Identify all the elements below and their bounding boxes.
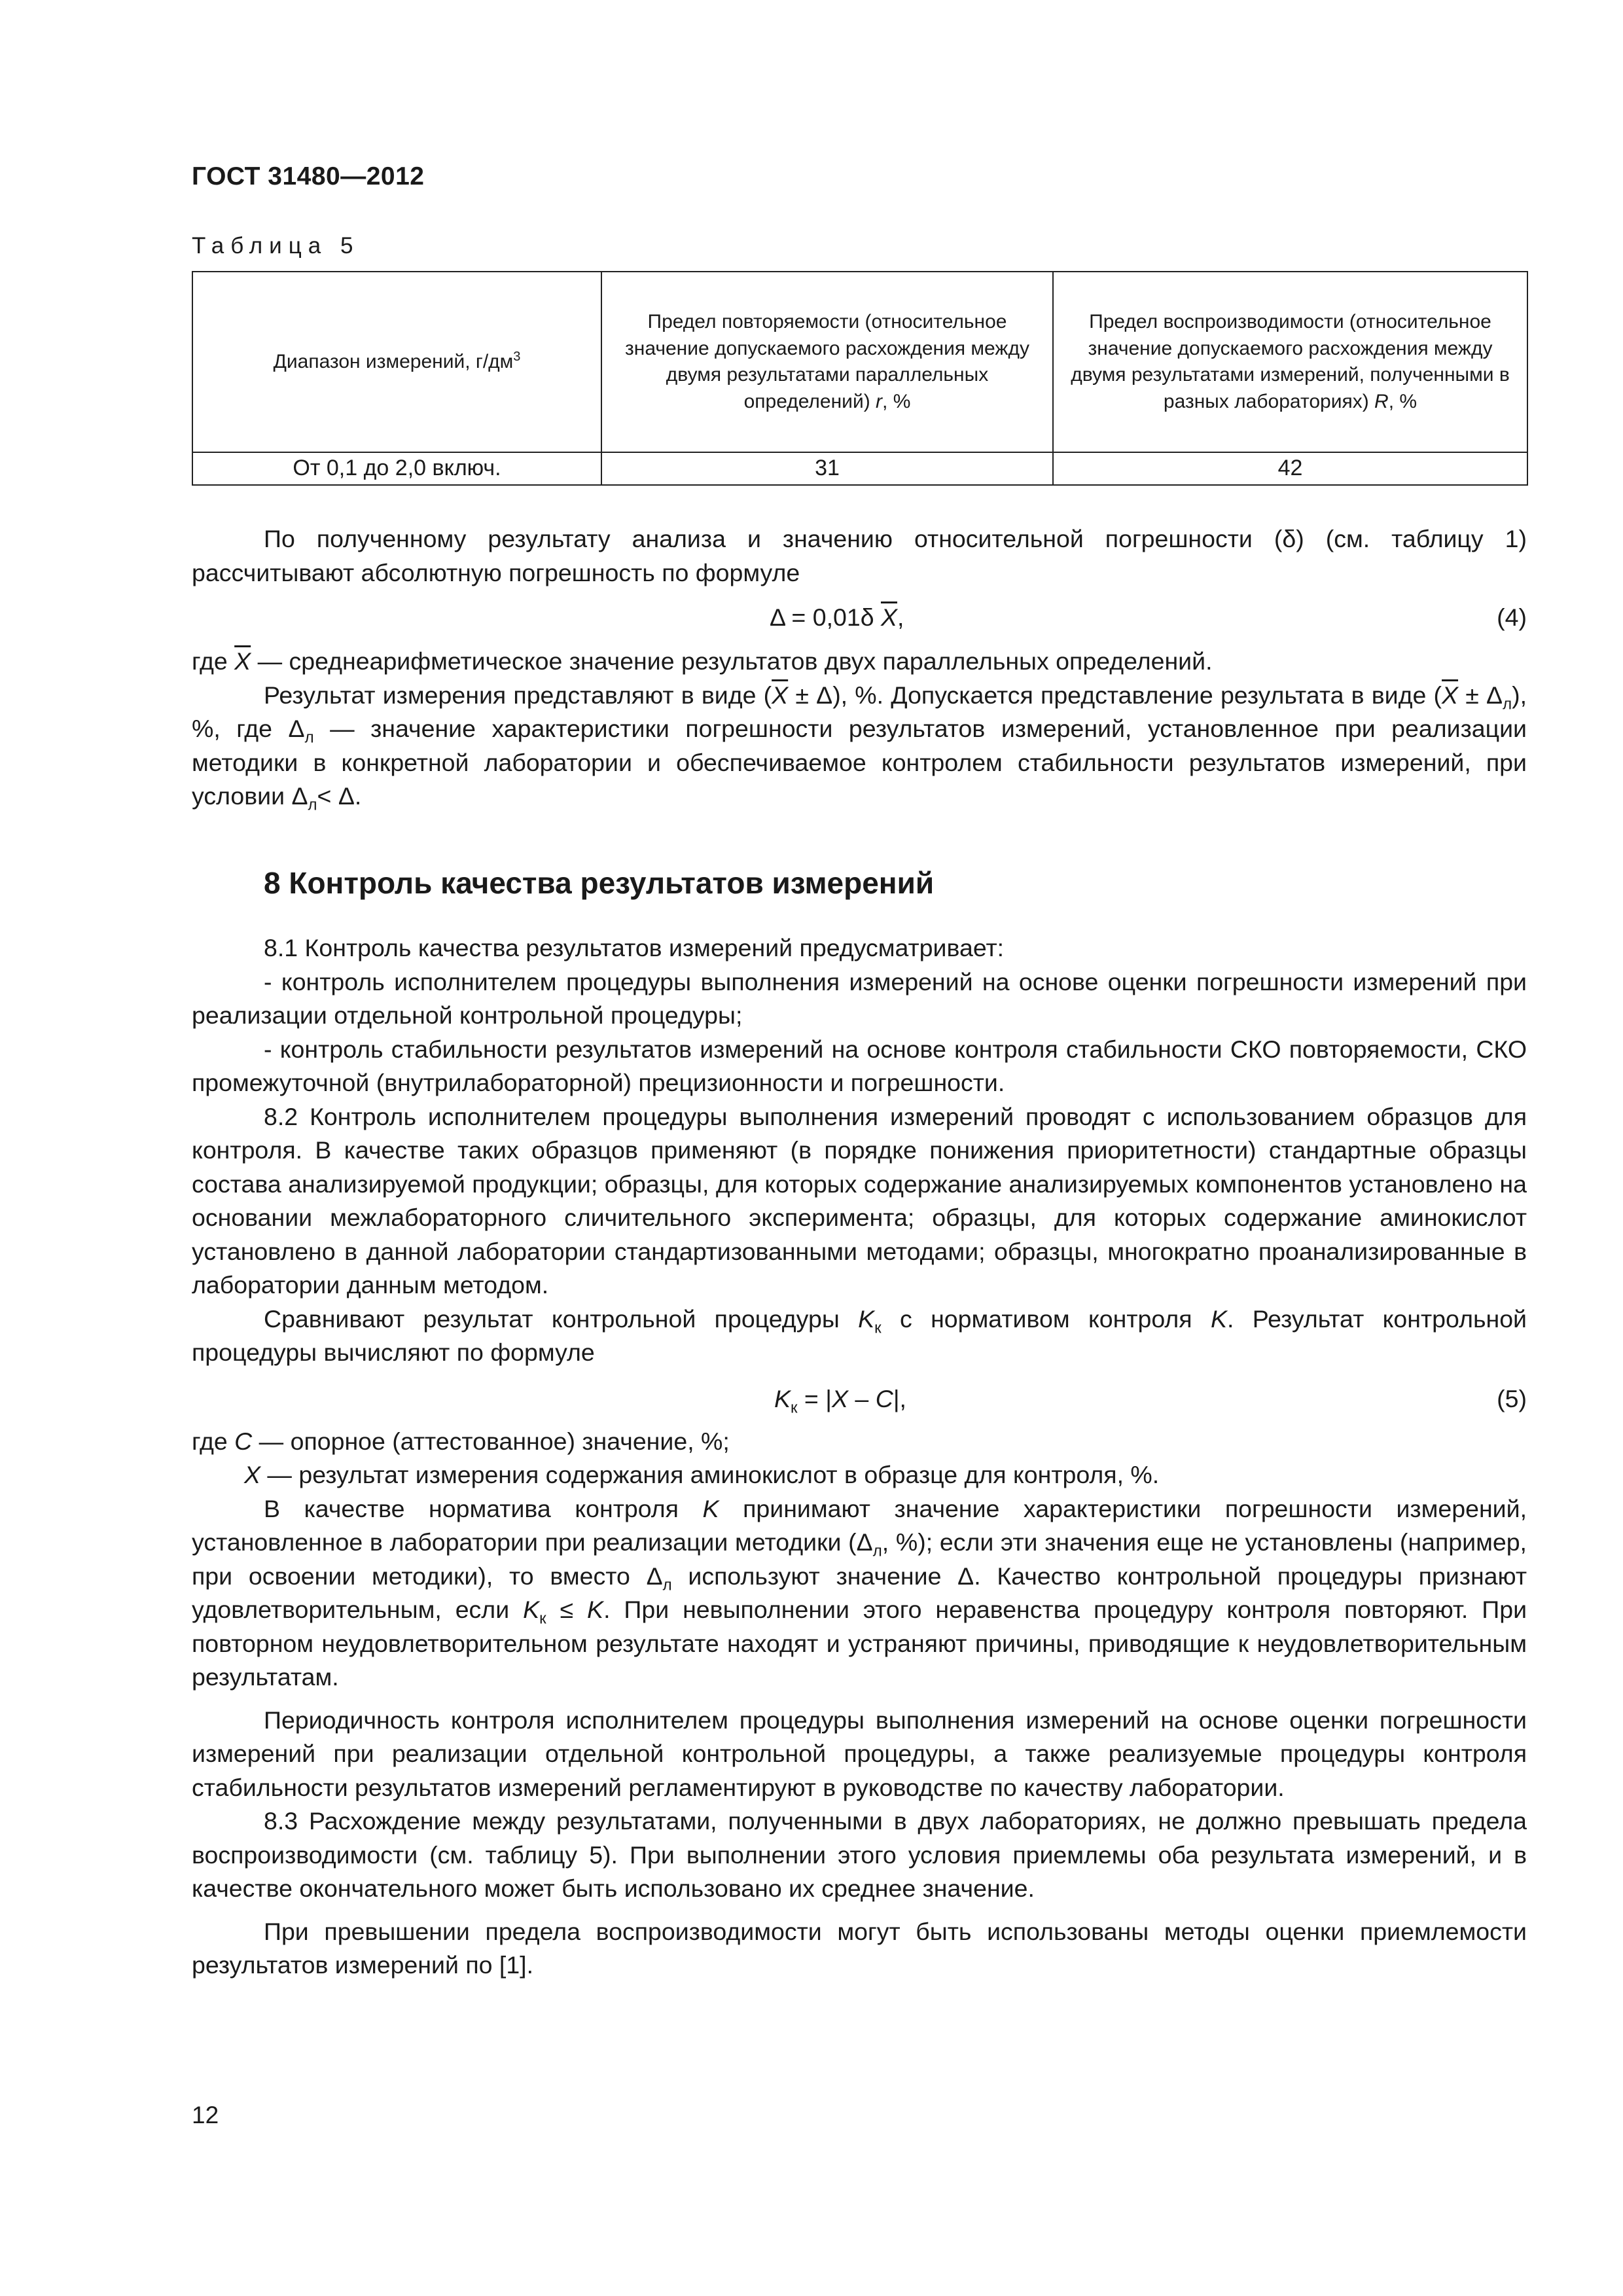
table-header-row (192, 272, 1527, 452)
formula-4-expression: Δ = 0,01δ $\overline{X}$, (770, 603, 904, 631)
header-repeatability: Предел повторяемости (относительное значение допускаемого расхождения между двумя результатами параллельных определений) r, % (601, 272, 1053, 452)
cell-range: От 0,1 до 2,0 включ. (192, 452, 601, 485)
paragraph: 8.1 Контроль качества результатов измерений предусматривает: (264, 934, 1005, 961)
formula-5 (192, 1382, 1527, 1416)
paragraph: где C — опорное (аттестованное) значение, %; (192, 1427, 730, 1455)
table-caption: Таблица 5 (192, 233, 360, 259)
paragraph: В качестве норматива контроля K принимают значение характеристики погрешности измерений, установленное в лаборатории при реализации методики ($\Delta_л$, %); если эти значения еще не установлены (например, при освоении методики), то вместо $\Delta_л$ используют значение Δ. Качество контрольной процедуры признают удовлетворительным, если $K_к \le K$. При невыполнении этого неравенства процедуру контроля повторяют. При повторном неудовлетворительном результате находят и устраняют причины, приводящие к неудовлетворительным результатам. (192, 1494, 1527, 1691)
paragraph: 8.2 Контроль исполнителем процедуры выполнения измерений проводят с использованием образцов для контроля. В качестве таких образцов применяют (в порядке понижения приоритетности) стандартные образцы состава анализируемой продукции; образцы, для которых содержание анализируемых компонентов установлено на основании межлабораторного сличительного эксперимента; образцы, для которых содержание аминокислот установлено в данной лаборатории стандартизованными методами; образцы, многократно проанализированные в лаборатории данным методом. (192, 1102, 1527, 1299)
paragraph: Периодичность контроля исполнителем процедуры выполнения измерений на основе оценки погрешности измерений при реализации отдельной контрольной процедуры, а также реализуемые процедуры контроля стабильности результатов измерений регламентируют в руководстве по качеству лаборатории. (192, 1706, 1527, 1801)
formula-5-expression: $K_к = |X - C|$, (774, 1384, 906, 1416)
header-reproducibility: Предел воспроизводимости (относительное значение допускаемого расхождения между двумя результатами измерений, полученными в разных лабораториях) R, % (1053, 272, 1527, 452)
header-range: Диапазон измерений, $г/дм^3$ (192, 272, 601, 452)
list-item: - контроль исполнителем процедуры выполнения измерений на основе оценки погрешности измерений при реализации отдельной контрольной процедуры; (192, 967, 1527, 1029)
section-heading: 8 Контроль качества результатов измерений (264, 866, 935, 900)
formula-4 (192, 601, 1527, 635)
paragraph: X — результат измерения содержания аминокислот в образце для контроля, %. (244, 1461, 1160, 1488)
cell-reproducibility: 42 (1053, 452, 1527, 485)
list-item: - контроль стабильности результатов измерений на основе контроля стабильности СКО повторяемости, СКО промежуточной (внутрилабораторной) прецизионности и погрешности. (192, 1035, 1527, 1096)
limits-table (192, 271, 1528, 486)
cell-repeatability: 31 (601, 452, 1053, 485)
text-block-2 (192, 931, 1527, 1982)
paragraph: 8.3 Расхождение между результатами, полученными в двух лабораториях, не должно превышать предела воспроизводимости (см. таблицу 5). При выполнении этого условия приемлемы оба результата измерений, и в качестве окончательного может быть использовано их среднее значение. (192, 1807, 1527, 1902)
text-block-1 (192, 522, 1527, 814)
formula-5-number: (5) (1497, 1384, 1527, 1412)
page-number: 12 (192, 2102, 219, 2128)
paragraph: где $\overline{X}$ — среднеарифметическое значение результатов двух параллельных определений. (192, 647, 1213, 675)
paragraph: По полученному результату анализа и значению относительной погрешности (δ) (см. таблицу 1) рассчитывают абсолютную погрешность по формуле (192, 525, 1527, 586)
paragraph: Результат измерения представляют в виде $(\overline{X} \pm \Delta)$, %. Допускается представление результата в виде $(\overline{X} \pm \Delta_л)$, %, где $\Delta_л$ — значение характеристики погрешности результатов измерений, установленное при реализации методики в конкретной лаборатории и обеспечиваемое контролем стабильности результатов измерений, при условии $\Delta_л< \Delta$. (192, 681, 1527, 814)
table-row (192, 452, 1527, 485)
formula-4-number: (4) (1497, 603, 1527, 631)
paragraph: При превышении предела воспроизводимости могут быть использованы методы оценки приемлемости результатов измерений по [1]. (192, 1917, 1527, 1979)
paragraph: Сравнивают результат контрольной процедуры $K_к$ с нормативом контроля K. Результат контрольной процедуры вычисляют по формуле (192, 1304, 1527, 1366)
document-header: ГОСТ 31480—2012 (192, 162, 425, 190)
